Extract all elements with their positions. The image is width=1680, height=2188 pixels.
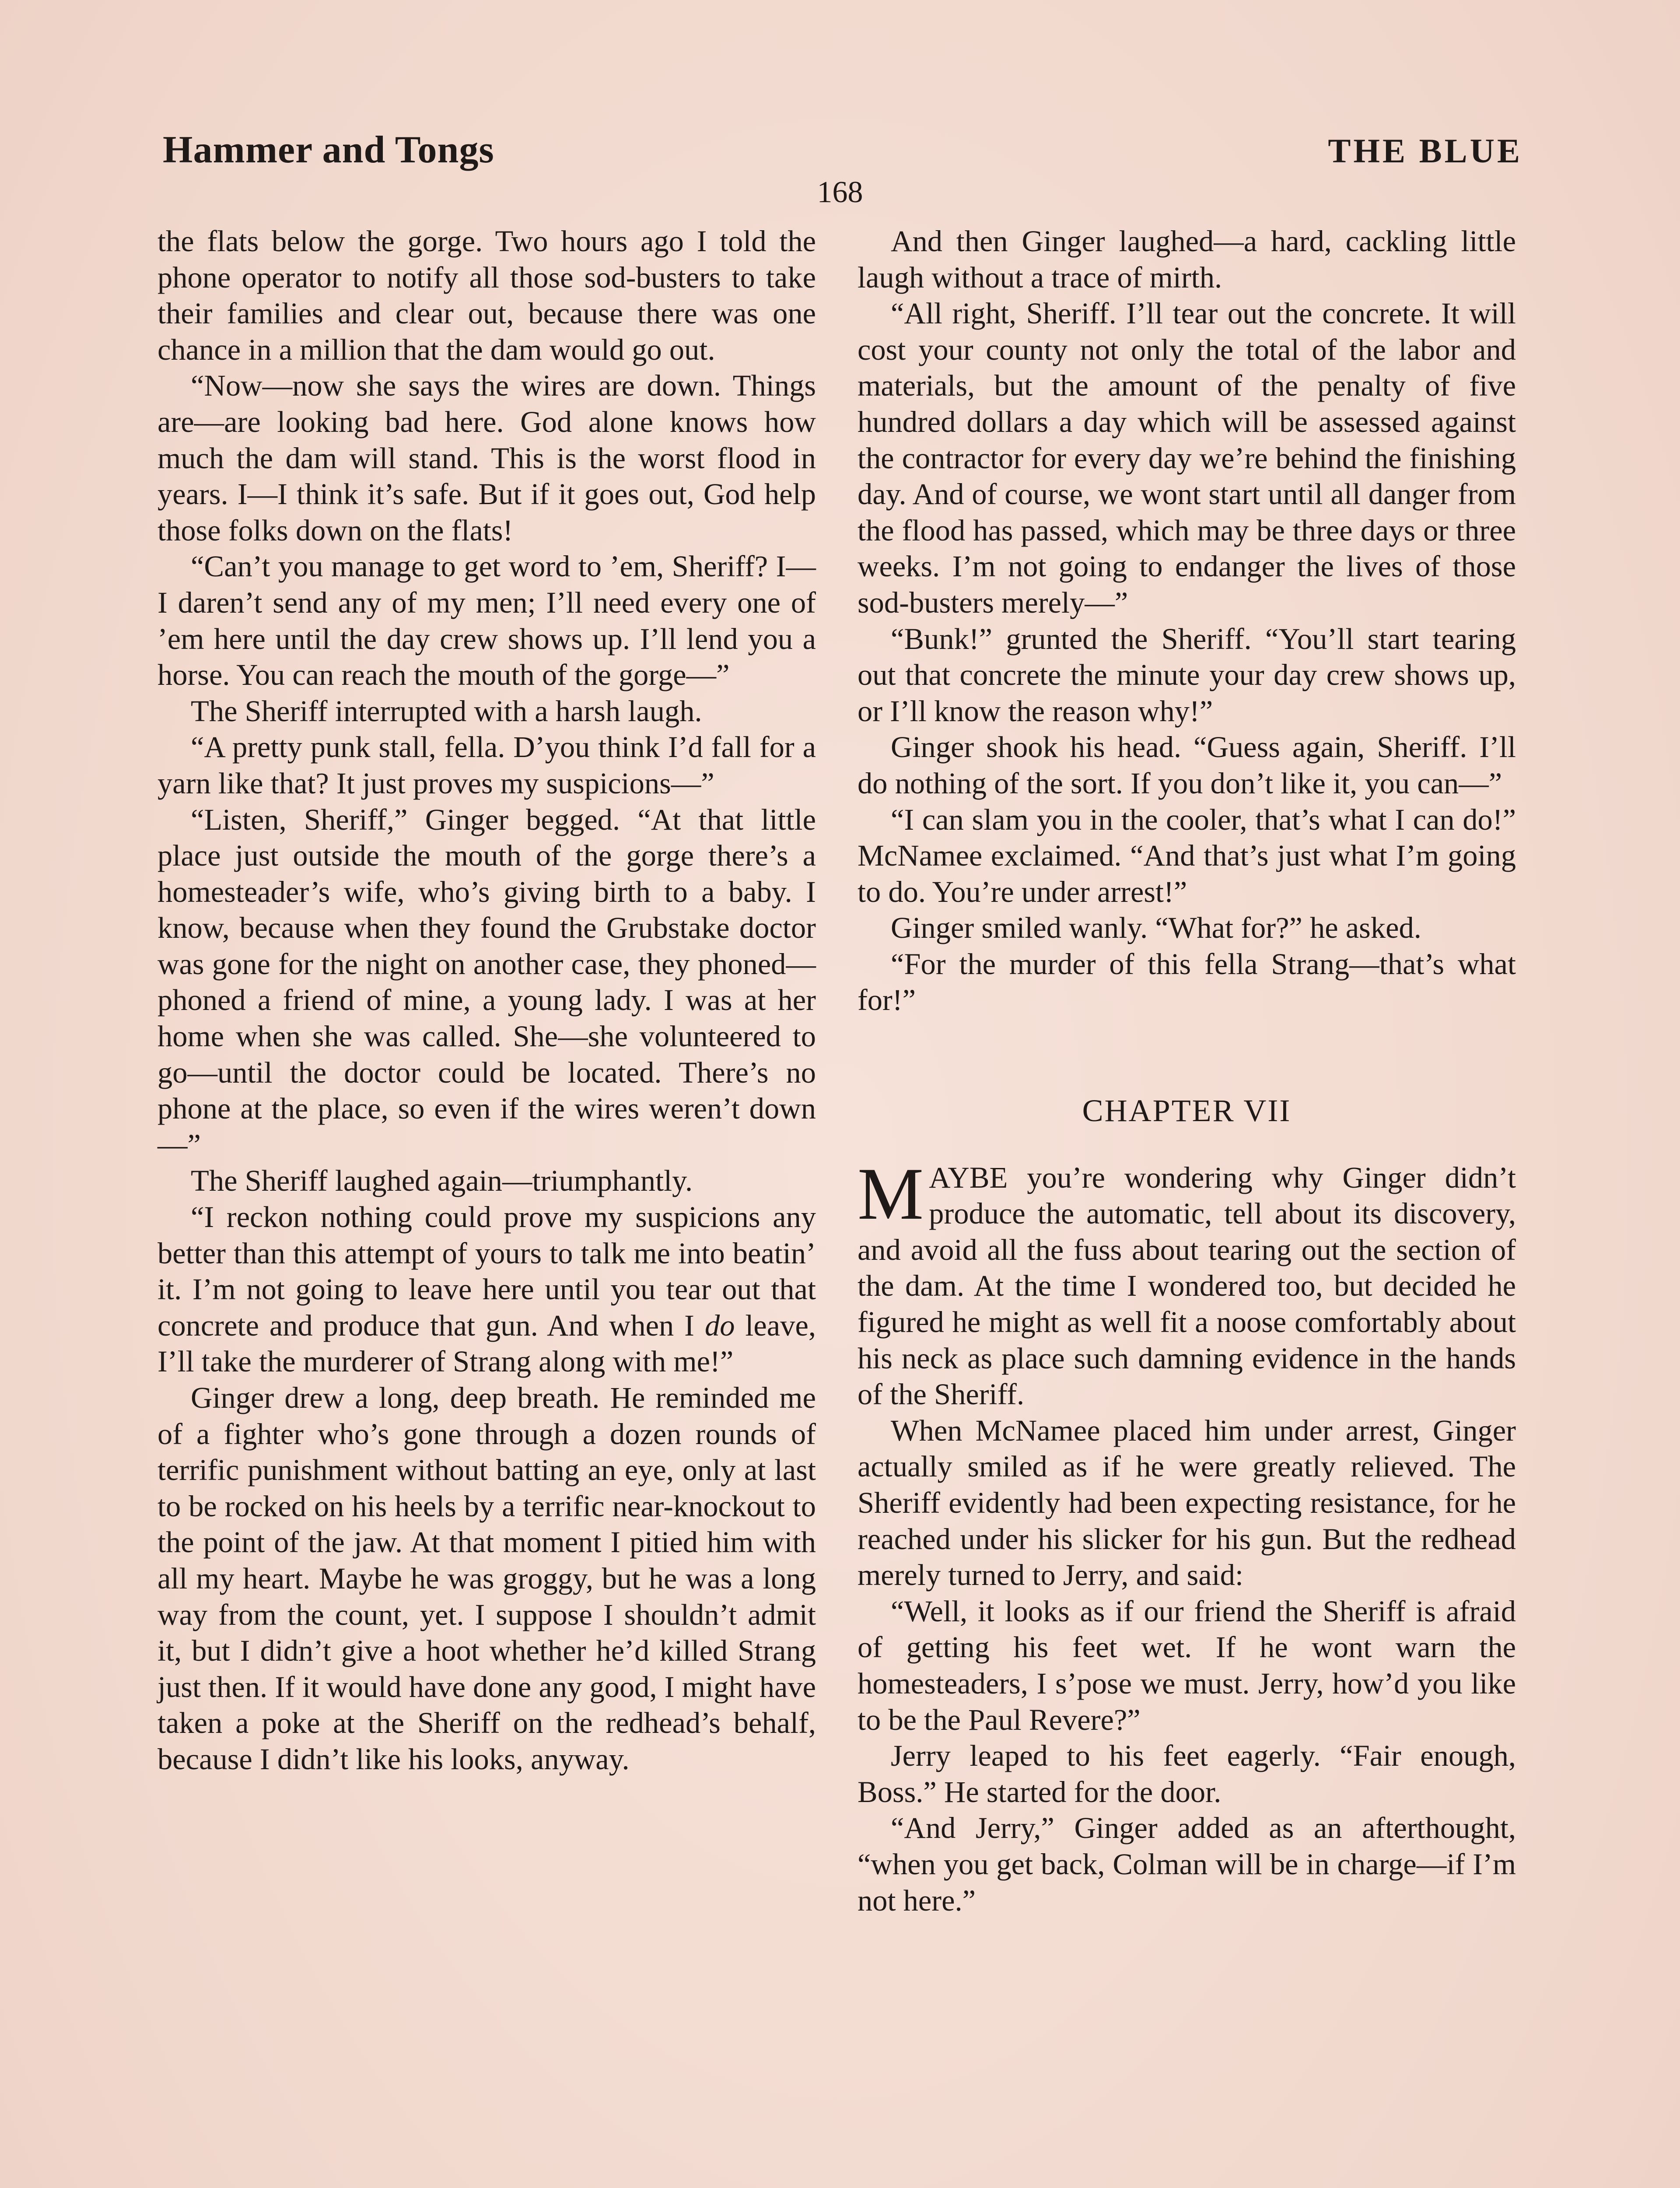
chapter-heading: CHAPTER VII bbox=[1082, 1093, 1292, 1129]
paragraph: “For the murder of this fella Strang—that’s what for!” bbox=[858, 947, 1516, 1017]
paragraph: “I can slam you in the cooler, that’s what I can do!” McNamee exclaimed. “And that’s just what I’m going to do. You’re under arrest!” bbox=[858, 803, 1516, 908]
chapter-opening-paragraph bbox=[858, 1152, 1516, 1413]
paragraph: “A pretty punk stall, fella. D’you think I’d fall for a yarn like that? It just proves my suspicions—” bbox=[158, 730, 816, 800]
italic-word: do bbox=[704, 1308, 735, 1342]
paragraph-text: AYBE you’re wondering why Ginger didn’t produce the automatic, tell about its discovery, and avoid all the fuss about tearing out the section of the dam. At the time I wondered too, but decided he figured he might as well fit a noose comfortably about his neck as place such damning evidence in the hands of the Sheriff. bbox=[858, 1161, 1516, 1411]
paragraph: The Sheriff laughed again—triumphantly. bbox=[191, 1164, 693, 1198]
right-text-column bbox=[858, 223, 1516, 1918]
paragraph: “All right, Sheriff. I’ll tear out the concrete. It will cost your county not only the total of the labor and materials, but the amount of the penalty of five hundred dollars a day which will be assessed against the contractor for every day we’re behind the finishing day. And of course, we wont start until all danger from the flood has passed, which may be three days or three weeks. I’m not going to endanger the lives of those sod-busters merely—” bbox=[858, 297, 1516, 619]
paragraph: the flats below the gorge. Two hours ago I told the phone operator to notify all those sod-busters to take their families and clear out, because there was one chance in a million that the dam would go out. bbox=[158, 224, 816, 366]
running-header-magazine-title: THE BLUE bbox=[1328, 132, 1522, 170]
page-number: 168 bbox=[817, 175, 863, 209]
paragraph: Ginger drew a long, deep breath. He reminded me of a fighter who’s gone through a dozen rounds of terrific punishment without batting an eye, only at last to be rocked on his heels by a terrific near-knockout to the point of the jaw. At that moment I pitied him with all my heart. Maybe he was groggy, but he was a long way from the count, yet. I suppose I shouldn’t admit it, but I didn’t give a hoot whether he’d killed Strang just then. If it would have done any good, I might have taken a poke at the Sheriff on the redhead’s behalf, because I didn’t like his looks, anyway. bbox=[158, 1381, 816, 1776]
paragraph: Jerry leaped to his feet eagerly. “Fair enough, Boss.” He started for the door. bbox=[858, 1739, 1516, 1809]
paragraph: “Well, it looks as if our friend the Sheriff is afraid of getting his feet wet. If he wont warn the homesteaders, I s’pose we must. Jerry, how’d you like to be the Paul Revere?” bbox=[858, 1594, 1516, 1736]
paragraph-tail: leave, I’ll take the murderer of Strang along with me!” bbox=[158, 1308, 816, 1378]
drop-cap: M bbox=[858, 1152, 924, 1235]
paragraph: Ginger smiled wanly. “What for?” he asked. bbox=[891, 911, 1421, 945]
paragraph-text: “I reckon nothing could prove my suspicions any better than this attempt of yours to talk me into beatin’ it. I’m not going to leave here until you tear out that concrete and produce that gun. And when I bbox=[158, 1200, 816, 1342]
paragraph: When McNamee placed him under arrest, Ginger actually smiled as if he were greatly relieved. The Sheriff evidently had been expecting resistance, for he reached under his slicker for his gun. But the redhead merely turned to Jerry, and said: bbox=[858, 1413, 1516, 1592]
left-text-column bbox=[158, 223, 816, 1778]
paragraph-with-italic bbox=[158, 1199, 816, 1380]
paragraph: “Can’t you manage to get word to ’em, Sheriff? I—I daren’t send any of my men; I’ll need every one of ’em here until the day crew shows up. I’ll lend you a horse. You can reach the mouth of the gorge—” bbox=[158, 550, 816, 692]
paragraph: “Listen, Sheriff,” Ginger begged. “At that little place just outside the mouth of the gorge there’s a homesteader’s wife, who’s giving birth to a baby. I know, because when they found the Grubstake doctor was gone for the night on another case, they phoned—phoned a friend of mine, a young lady. I was at her home when she was called. She—she volunteered to go—until the doctor could be located. There’s no phone at the place, so even if the wires weren’t down—” bbox=[158, 803, 816, 1161]
paragraph: Ginger shook his head. “Guess again, Sheriff. I’ll do nothing of the sort. If you don’t like it, you can—” bbox=[858, 730, 1516, 800]
paragraph: “Now—now she says the wires are down. Things are—are looking bad here. God alone knows how much the dam will stand. This is the worst flood in years. I—I think it’s safe. But if it goes out, God help those folks down on the flats! bbox=[158, 369, 816, 547]
running-header-story-title: Hammer and Tongs bbox=[163, 129, 494, 171]
paragraph: And then Ginger laughed—a hard, cackling little laugh without a trace of mirth. bbox=[858, 224, 1516, 294]
paragraph: The Sheriff interrupted with a harsh laugh. bbox=[191, 694, 702, 728]
paragraph: “Bunk!” grunted the Sheriff. “You’ll start tearing out that concrete the minute your day crew shows up, or I’ll know the reason why!” bbox=[858, 622, 1516, 728]
paragraph: “And Jerry,” Ginger added as an afterthought, “when you get back, Colman will be in charge—if I’m not here.” bbox=[858, 1811, 1516, 1917]
